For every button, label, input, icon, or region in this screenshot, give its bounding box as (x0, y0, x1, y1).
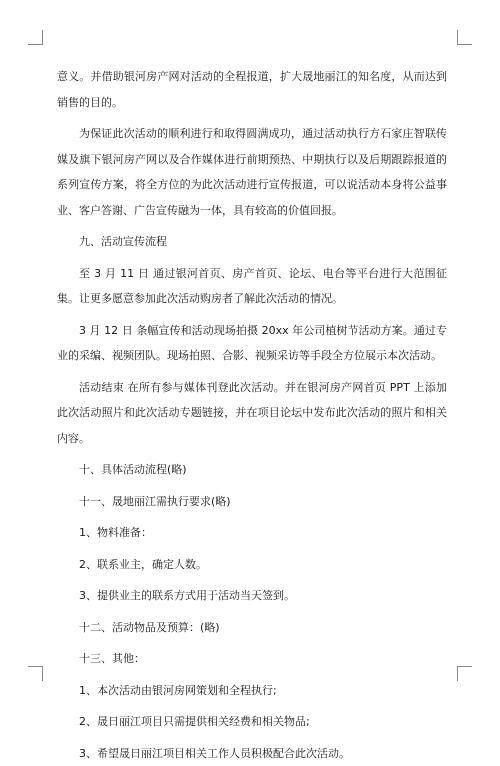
document-body (57, 64, 447, 766)
list-item: 1、本次活动由银河房网策划和全程执行; (57, 678, 447, 704)
paragraph: 活动结束 在所有参与媒体刊登此次活动。并在银河房产网首页 PPT 上添加此次活动照片和此次活动专题链接，并在项目论坛中发布此次活动的照片和相关内容。 (57, 375, 447, 452)
paragraph: 3 月 12 日 条幅宣传和活动现场拍摄 20xx 年公司植树节活动方案。通过专业的采编、视频团队。现场拍照、合影、视频采访等手段全方位展示本次活动。 (57, 318, 447, 369)
list-item: 3、希望晟日丽江项目相关工作人员积极配合此次活动。 (57, 741, 447, 766)
page-corner-mark-bottom-right (457, 666, 472, 681)
page-corner-mark-top-left (28, 30, 43, 45)
paragraph: 为保证此次活动的顺利进行和取得圆满成功，通过活动执行方石家庄智联传媒及旗下银河房产网以及合作媒体进行前期预热、中期执行以及后期跟踪报道的系列宣传方案，将全方位的为此次活动进行宣传报道，可以说活动本身将公益事业、客户答谢、广告宣传融为一体，具有较高的价值回报。 (57, 121, 447, 223)
list-item: 1、物料准备： (57, 520, 447, 546)
section-heading: 十一、晟地丽江需执行要求(略) (57, 489, 447, 515)
section-heading: 九、活动宣传流程 (57, 229, 447, 255)
section-heading: 十二、活动物品及预算：(略) (57, 615, 447, 641)
page-corner-mark-bottom-left (28, 666, 43, 681)
section-heading: 十三、其他： (57, 646, 447, 672)
page-corner-mark-top-right (457, 30, 472, 45)
section-heading: 十、具体活动流程(略) (57, 457, 447, 483)
list-item: 3、提供业主的联系方式用于活动当天签到。 (57, 583, 447, 609)
paragraph: 意义。并借助银河房产网对活动的全程报道，扩大晟地丽江的知名度，从而达到销售的目的。 (57, 64, 447, 115)
list-item: 2、联系业主，确定人数。 (57, 552, 447, 578)
paragraph: 至 3 月 11 日 通过银河首页、房产首页、论坛、电台等平台进行大范围征集。让更多愿意参加此次活动购房者了解此次活动的情况。 (57, 261, 447, 312)
list-item: 2、晟日丽江项目只需提供相关经费和相关物品; (57, 709, 447, 735)
